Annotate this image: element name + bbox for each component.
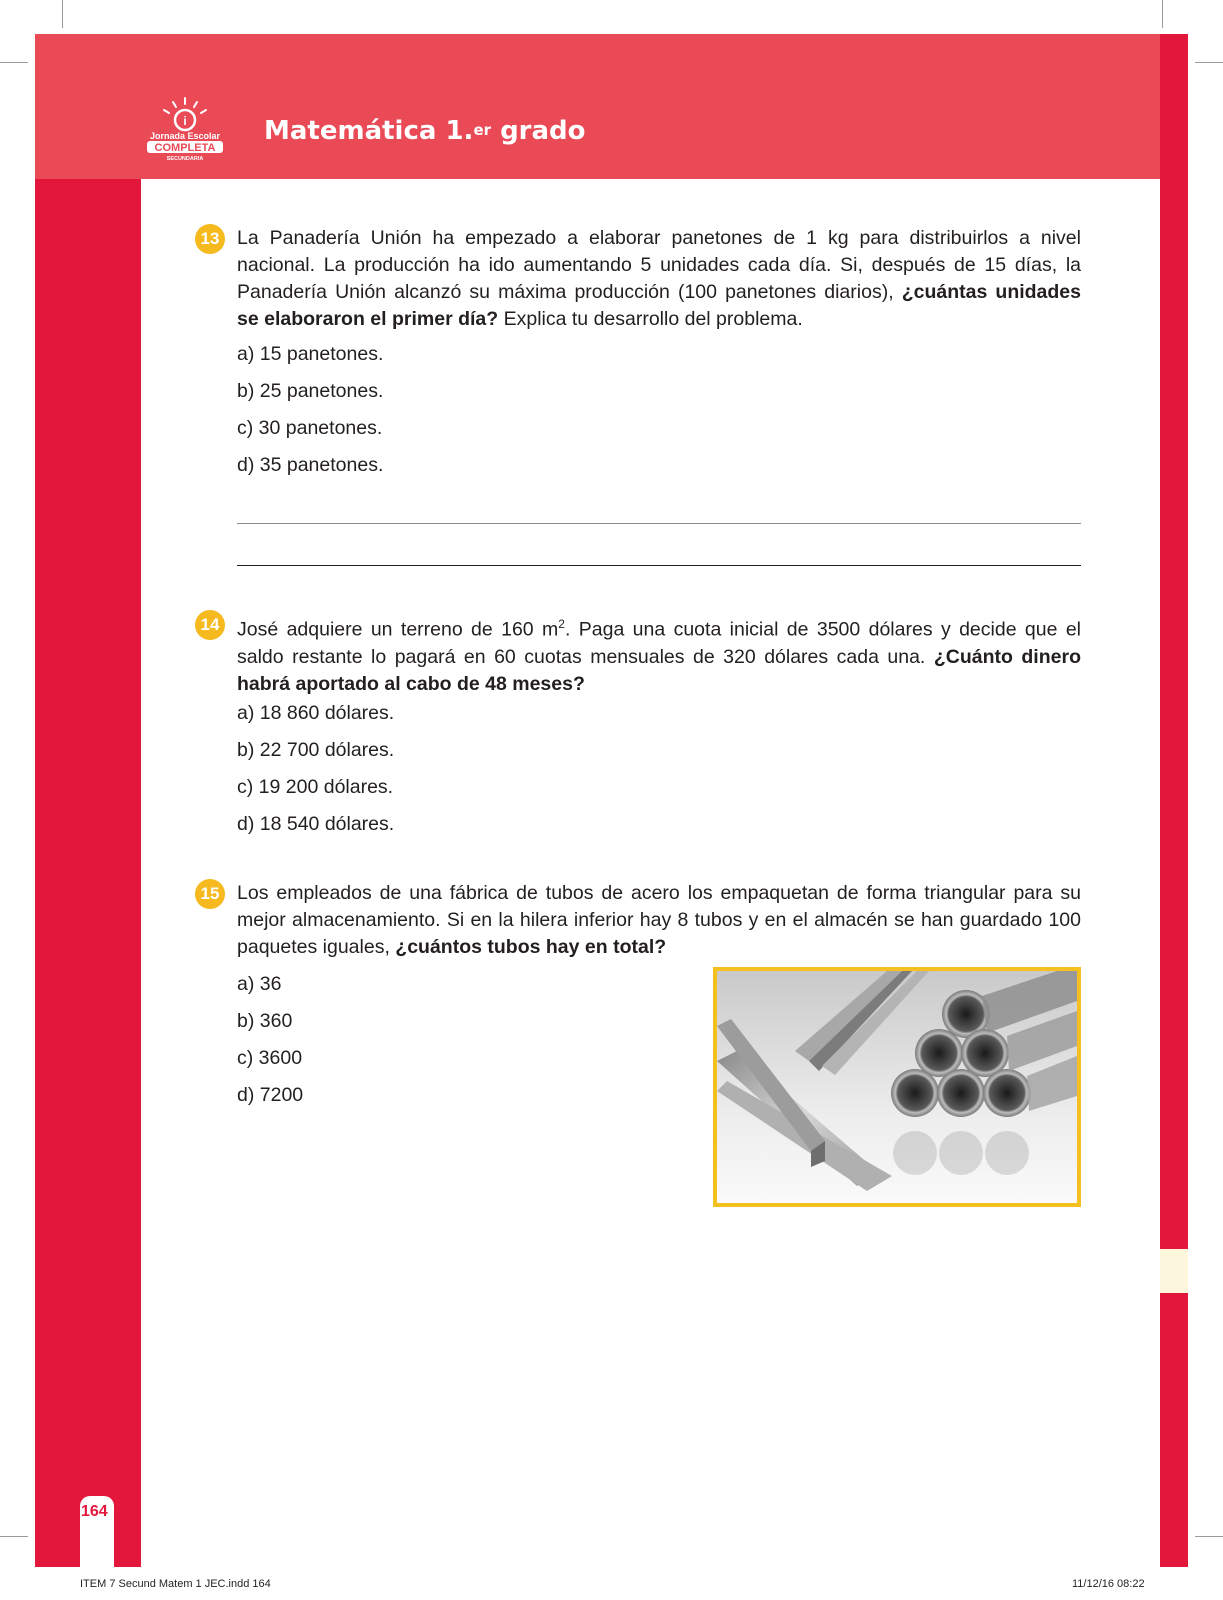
svg-text:Jornada Escolar: Jornada Escolar (149, 131, 221, 141)
crop-mark (0, 62, 28, 63)
crop-mark (1195, 62, 1223, 63)
steel-tubes-illustration (717, 971, 1077, 1203)
crop-mark (1195, 1536, 1223, 1537)
question-14-text-part: . Paga una cuota inicial de 3500 dólares y decide que el saldo restante lo pagará en 60 cuotas mensuales de 320 dólares cada una. (237, 618, 1081, 668)
question-14-option-c: c) 19 200 dólares. (237, 776, 394, 798)
question-15-text-part: Los empleados de una fábrica de tubos de acero los empaquetan de forma triangular para su mejor almacenamiento. Si en la hilera inferior hay 8 tubos y en el almacén se han guardado 100 paquetes iguales, (237, 882, 1081, 958)
question-13-question: ¿cuántas unidades se elaboraron el primer día? (237, 281, 1082, 330)
svg-text:COMPLETA: COMPLETA (154, 142, 216, 154)
question-15-question: ¿cuántos tubos hay en total? (395, 936, 667, 958)
answer-line (237, 565, 1081, 566)
question-14-text-part: José adquiere un terreno de 160 m (237, 618, 559, 641)
question-14-option-b: b) 22 700 dólares. (237, 739, 395, 761)
answer-line (237, 523, 1081, 524)
left-margin-band (35, 179, 141, 1567)
right-margin-band (1160, 34, 1188, 1567)
question-13-text-part: La Panadería Unión ha empezado a elaborar panetones de 1 kg para distribuirlos a nivel nacional. La producción ha ido aumentando 5 unidades cada día. Si, después de 15 días, la Panadería Unión alcanzó su máxima producción (100 panetones diarios), (237, 227, 1081, 303)
question-15-option-b: b) 360 (237, 1010, 293, 1032)
question-15-option-a: a) 36 (237, 973, 282, 995)
question-14-superscript: 2 (558, 617, 565, 631)
question-13-option-b: b) 25 panetones. (237, 380, 384, 402)
right-margin-tab (1160, 1249, 1188, 1293)
page-title (264, 116, 586, 146)
question-15-badge: 15 (195, 879, 225, 909)
question-14-option-a: a) 18 860 dólares. (237, 702, 395, 724)
question-15-option-d: d) 7200 (237, 1084, 304, 1106)
crop-mark (1162, 0, 1163, 28)
question-15-text (237, 880, 1081, 961)
title-superscript: er (473, 121, 492, 139)
crop-mark (62, 0, 63, 28)
footer-file-info: ITEM 7 Secund Matem 1 JEC.indd 164 (80, 1578, 271, 1590)
question-13-text (237, 225, 1081, 333)
question-13-option-d: d) 35 panetones. (237, 454, 384, 476)
svg-text:i: i (183, 114, 187, 128)
question-13-option-a: a) 15 panetones. (237, 343, 384, 365)
question-13-badge: 13 (195, 224, 225, 254)
jornada-escolar-logo (143, 96, 227, 162)
title-main: Matemática 1. (264, 116, 474, 146)
title-after: grado (491, 116, 586, 146)
question-14-badge: 14 (195, 610, 225, 640)
question-13-text-part: Explica tu desarrollo del problema. (498, 308, 803, 330)
question-14-question: ¿Cuánto dinero habrá aportado al cabo de 48 meses? (237, 645, 1081, 695)
question-15-option-c: c) 3600 (237, 1047, 303, 1069)
svg-text:SECUNDARIA: SECUNDARIA (166, 156, 204, 162)
page-number: 164 (81, 1503, 108, 1520)
steel-tubes-photo (713, 967, 1081, 1207)
crop-mark (0, 1536, 28, 1537)
question-13-option-c: c) 30 panetones. (237, 417, 383, 439)
question-14-option-d: d) 18 540 dólares. (237, 813, 395, 835)
footer-datetime: 11/12/16 08:22 (1072, 1578, 1145, 1590)
question-14-text (237, 611, 1081, 698)
